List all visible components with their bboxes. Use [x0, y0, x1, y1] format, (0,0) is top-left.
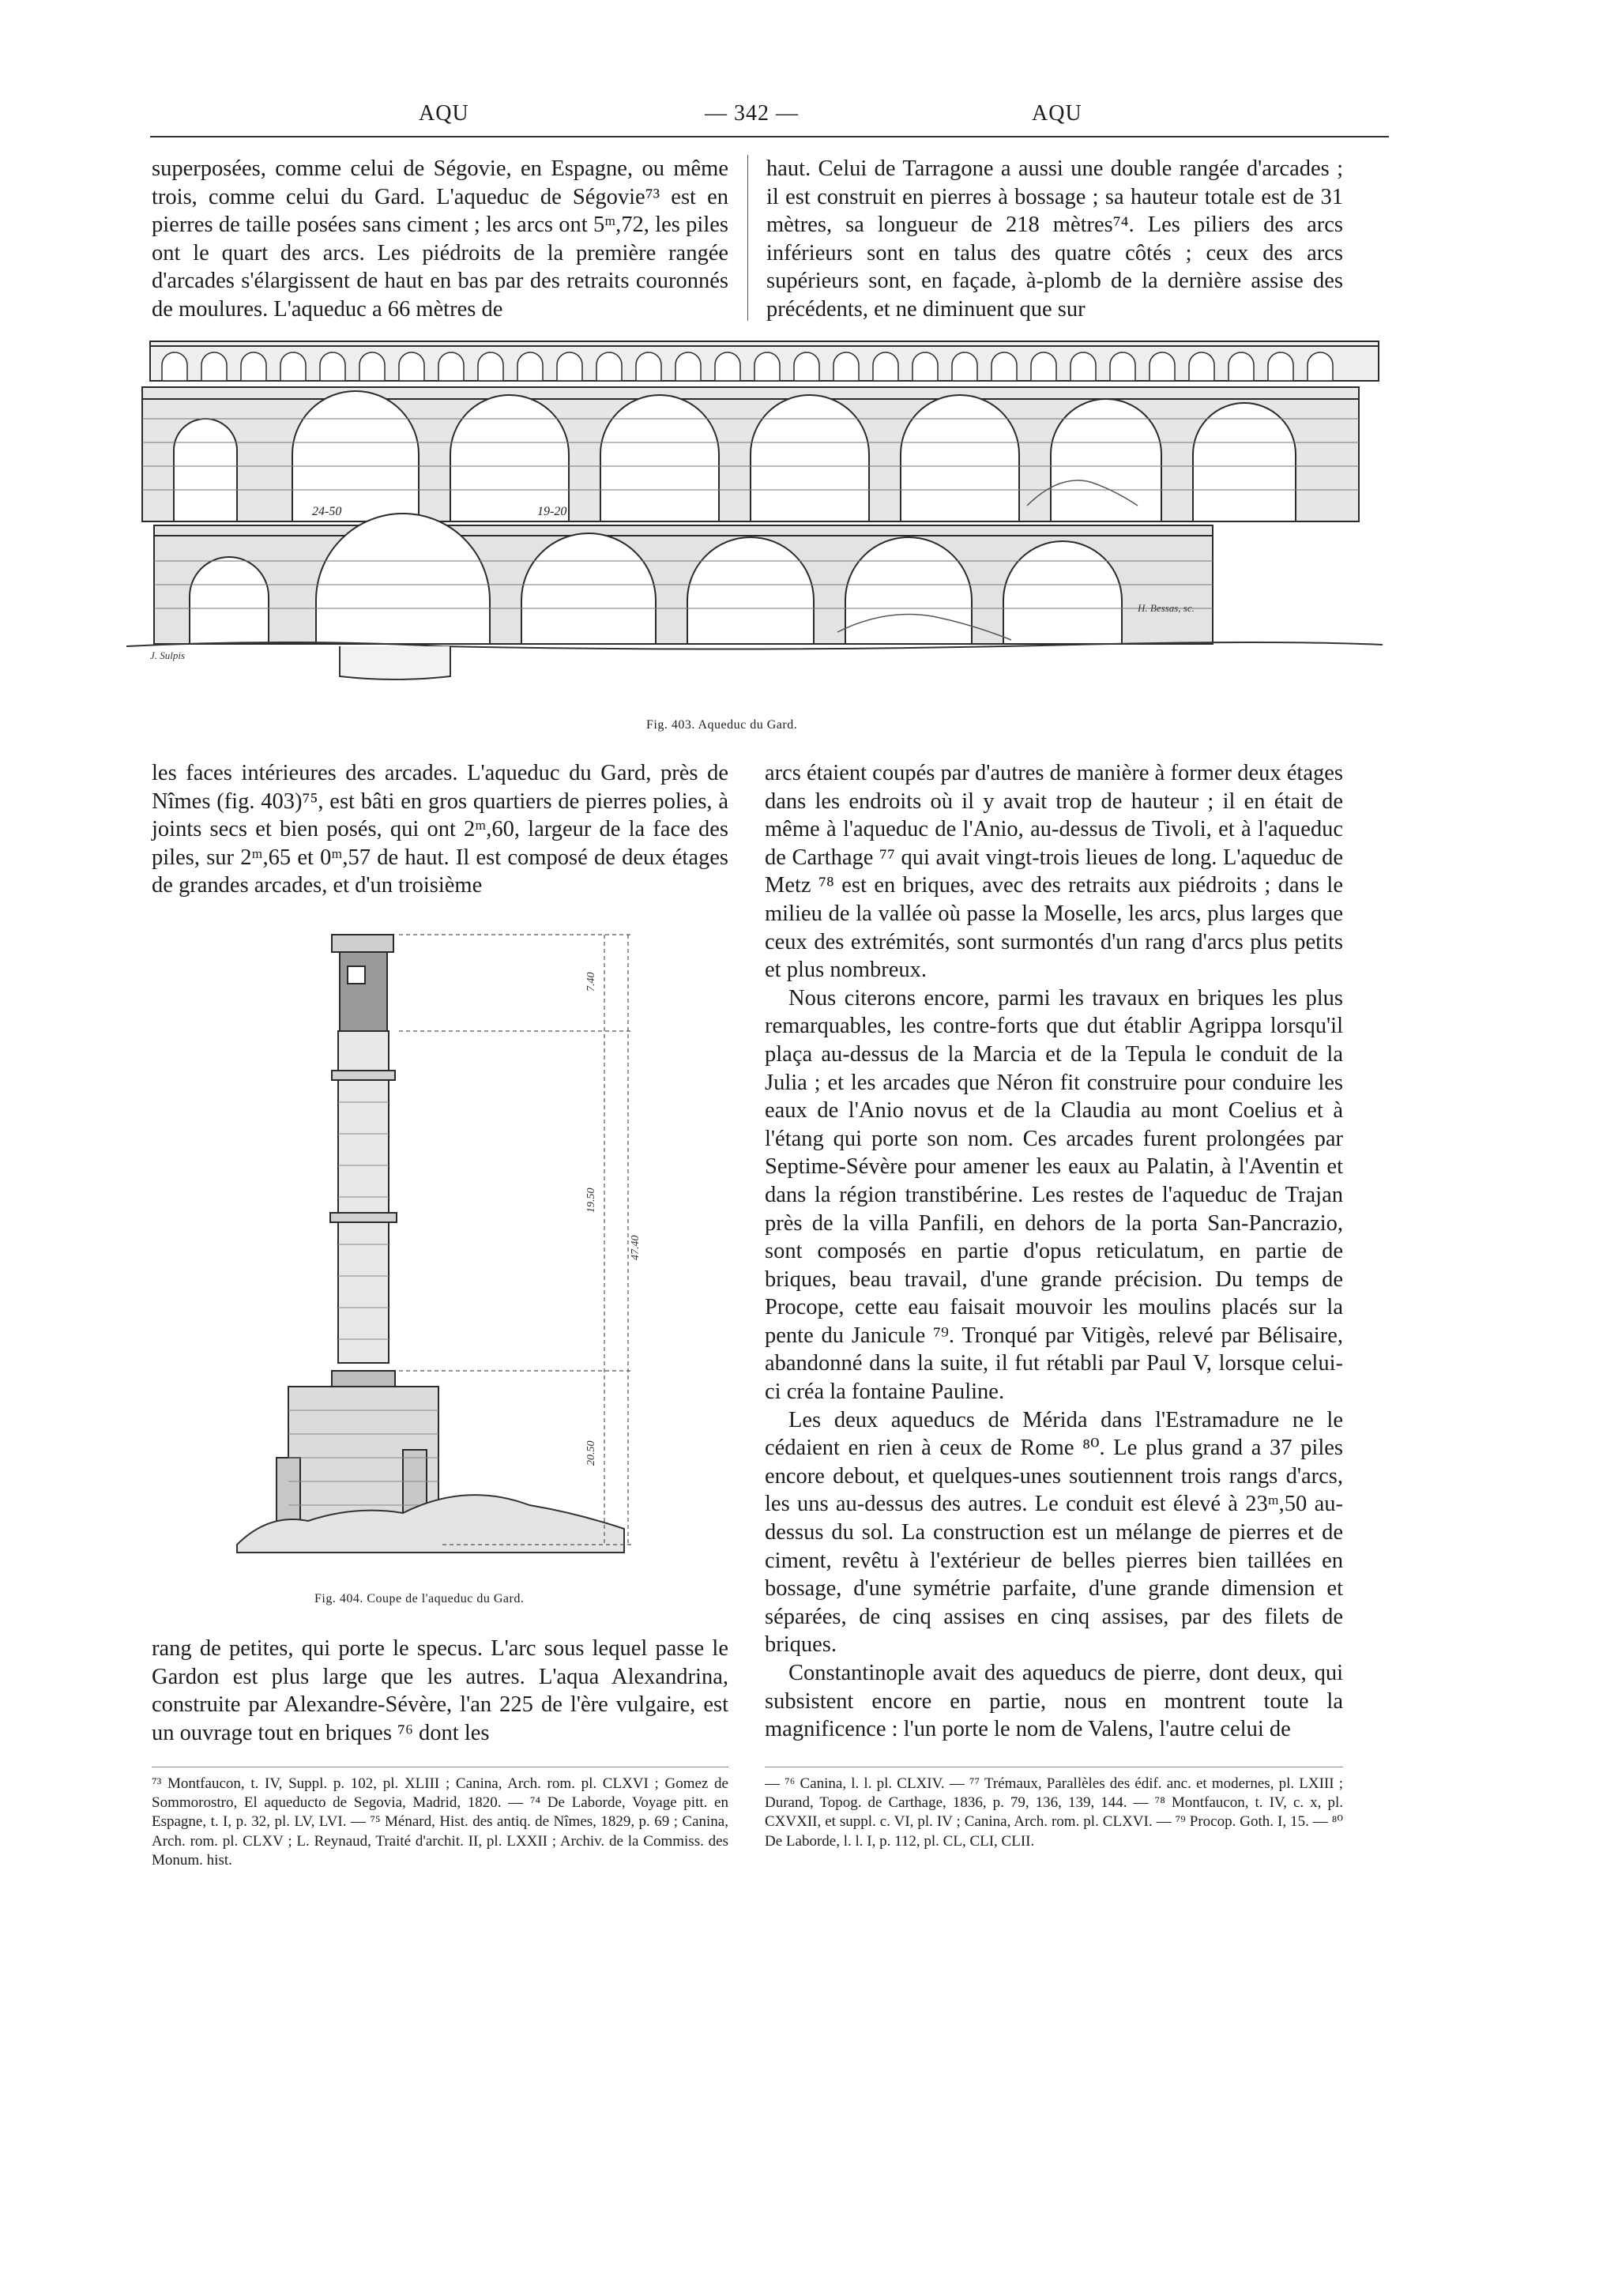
running-head-left: AQU — [419, 101, 469, 126]
figure-404-caption: Fig. 404. Coupe de l'aqueduc du Gard. — [314, 1592, 525, 1605]
figure-403-engraver-signature: H. Bessas, sc. — [1138, 602, 1195, 614]
header-rule — [150, 136, 1389, 137]
paragraph: Constantinople avait des aqueducs de pierre, dont deux, qui subsistent encore en partie, nous en montrent toute la magnificence : l'un porte le nom de Valens, l'autre celui de — [765, 1661, 1343, 1742]
paragraph: haut. Celui de Tarragone a aussi une double rangée d'arcades ; il est construit en pierres à bossage ; sa hauteur totale est de 31 mètres, sa longueur de 218 mètres⁷⁴. Les piliers des arcs inférieurs sont en talus des quatre côtés ; ceux des arcs supérieurs sont, en façade, à-plomb de la dernière assise des précédents, et ne diminuent que sur — [766, 156, 1343, 322]
footnotes-left — [152, 1775, 728, 1870]
dimension-label-total: 47.40 — [630, 1235, 642, 1260]
figure-403-label-span-2: 19-20 — [537, 505, 567, 518]
text-column-top-left — [152, 155, 728, 324]
dimension-label-bottom: 20.50 — [585, 1440, 597, 1466]
figure-403-caption: Fig. 403. Aqueduc du Gard. — [646, 718, 798, 732]
paragraph: rang de petites, qui porte le specus. L'arc sous lequel passe le Gardon est plus large que les autres. L'aqua Alexandrina, construite par Alexandre-Sévère, l'an 225 de l'ère vulgaire, est un ouvrage tout en briques ⁷⁶ dont les — [152, 1636, 728, 1745]
paragraph: Les deux aqueducs de Mérida dans l'Estramadure ne le cédaient en rien à ceux de Rome ⁸⁰. Le plus grand a 37 piles encore debout, et quelques-unes soutiennent trois rangs d'arcs, les uns au-dessus des autres. Le conduit est élevé à 23ᵐ,50 au-dessus du sol. La construction est un mélange de pierres et de ciment, revêtu à l'extérieur de belles pierres bien taillées en bossage, d'une symétrie parfaite, d'une grande dimension et séparées, de cinq assises en cinq assises, par des filets de briques. — [765, 1407, 1343, 1658]
page-number: — 342 — — [705, 101, 799, 126]
dimension-label-top: 7.40 — [585, 972, 597, 992]
paragraph: Nous citerons encore, parmi les travaux en briques les plus remarquables, les contre-forts que dut établir Agrippa lorsqu'il plaça au-dessus de la Marcia et de la Tepula le conduit de la Julia ; et les arcades que Néron fit construire pour conduire les eaux de l'Anio novus et de la Claudia au mont Coelius et à l'étang qui porte son nom. Ces arcades furent prolongées par Septime-Sévère pour amener les eaux au Palatin, à l'Aventin et dans la région transtibérine. Les restes de l'aqueduc de Trajan près de la villa Panfili, en dehors de la porta San-Pancrazio, sont composés en partie d'opus reticulatum, en partie de briques, beau travail, d'une grande précision. Du temps de Procope, cette eau faisait mouvoir les moulins placés sur la pente du Janicule ⁷⁹. Tronqué par Vitigès, relevé par Bélisaire, abandonné dans la suite, il fut rétabli par Paul V, lorsque celui-ci créa la fontaine Pauline. — [765, 985, 1343, 1405]
running-head-right: AQU — [1032, 101, 1082, 126]
footnotes-right — [765, 1775, 1343, 1851]
figure-403-draftsman-signature: J. Sulpis — [150, 649, 186, 661]
footnote-text: — ⁷⁶ Canina, l. l. pl. CLXIV. — ⁷⁷ Trémaux, Parallèles des édif. anc. et modernes, pl. LXIII ; Durand, Topog. de Carthage, 1836, p. 79, 136, 139, 144. — ⁷⁸ Montfaucon, t. IV, c. x, pl. CXVXII, et suppl. c. VI, pl. IV ; Canina, Arch. rom. pl. CLXVI. — ⁷⁹ Procop. Goth. I, 15. — ⁸⁰ De Laborde, l. l. I, p. 112, pl. CL, CLI, CLII. — [765, 1775, 1343, 1850]
paragraph: arcs étaient coupés par d'autres de manière à former deux étages dans les endroits où il y avait trop de hauteur ; il en était de même à l'aqueduc de l'Anio, au-dessus de Tivoli, et à l'aqueduc de Carthage ⁷⁷ qui avait vingt-trois lieues de long. L'aqueduc de Metz ⁷⁸ est en briques, avec des retraits aux piédroits ; dans le milieu de la vallée où passe la Moselle, les arcs, plus larges que ceux des extrémités, sont surmontés d'un rang d'arcs plus petits et plus nombreux. — [765, 761, 1343, 983]
paragraph: les faces intérieures des arcades. L'aqueduc du Gard, près de Nîmes (fig. 403)⁷⁵, est bâti en gros quartiers de pierres polies, à joints secs et bien posés, qui ont 2ᵐ,60, largeur de la face des piles, sur 2ᵐ,65 et 0ᵐ,57 de haut. Il est composé de deux étages de grandes arcades, et d'un troisième — [152, 761, 728, 898]
figure-403-label-span-1: 24-50 — [312, 505, 342, 518]
text-column-top-right — [766, 155, 1343, 324]
text-column-right — [765, 759, 1343, 1744]
column-divider-top — [747, 155, 748, 321]
figure-404-aqueduct-section — [229, 928, 687, 1560]
text-column-bottom-left — [152, 1635, 728, 1747]
dimension-label-middle: 19.50 — [585, 1188, 597, 1213]
footnote-text: ⁷³ Montfaucon, t. IV, Suppl. p. 102, pl. XLIII ; Canina, Arch. rom. pl. CLXVI ; Gomez de Sommorostro, El aqueducto de Segovia, Madrid, 1820. — ⁷⁴ De Laborde, Voyage pitt. en Espagne, t. I, p. 32, pl. LV, LVI. — ⁷⁵ Ménard, Hist. des antiq. de Nîmes, 1829, p. 69 ; Canina, Arch. rom. pl. CLXV ; L. Reynaud, Traité d'archit. II, pl. LXXII ; Archiv. de la Commiss. des Monum. hist. — [152, 1775, 728, 1869]
figure-403-pont-du-gard — [126, 332, 1390, 695]
text-column-mid-left — [152, 759, 728, 900]
paragraph: superposées, comme celui de Ségovie, en Espagne, ou même trois, comme celui du Gard. L'aqueduc de Ségovie⁷³ est en pierres de taille posées sans ciment ; les arcs ont 5ᵐ,72, les piles ont le quart des arcs. Les piédroits de la première rangée d'arcades s'élargissent de haut en bas par des retraits couronnés de moulures. L'aqueduc a 66 mètres de — [152, 156, 728, 322]
